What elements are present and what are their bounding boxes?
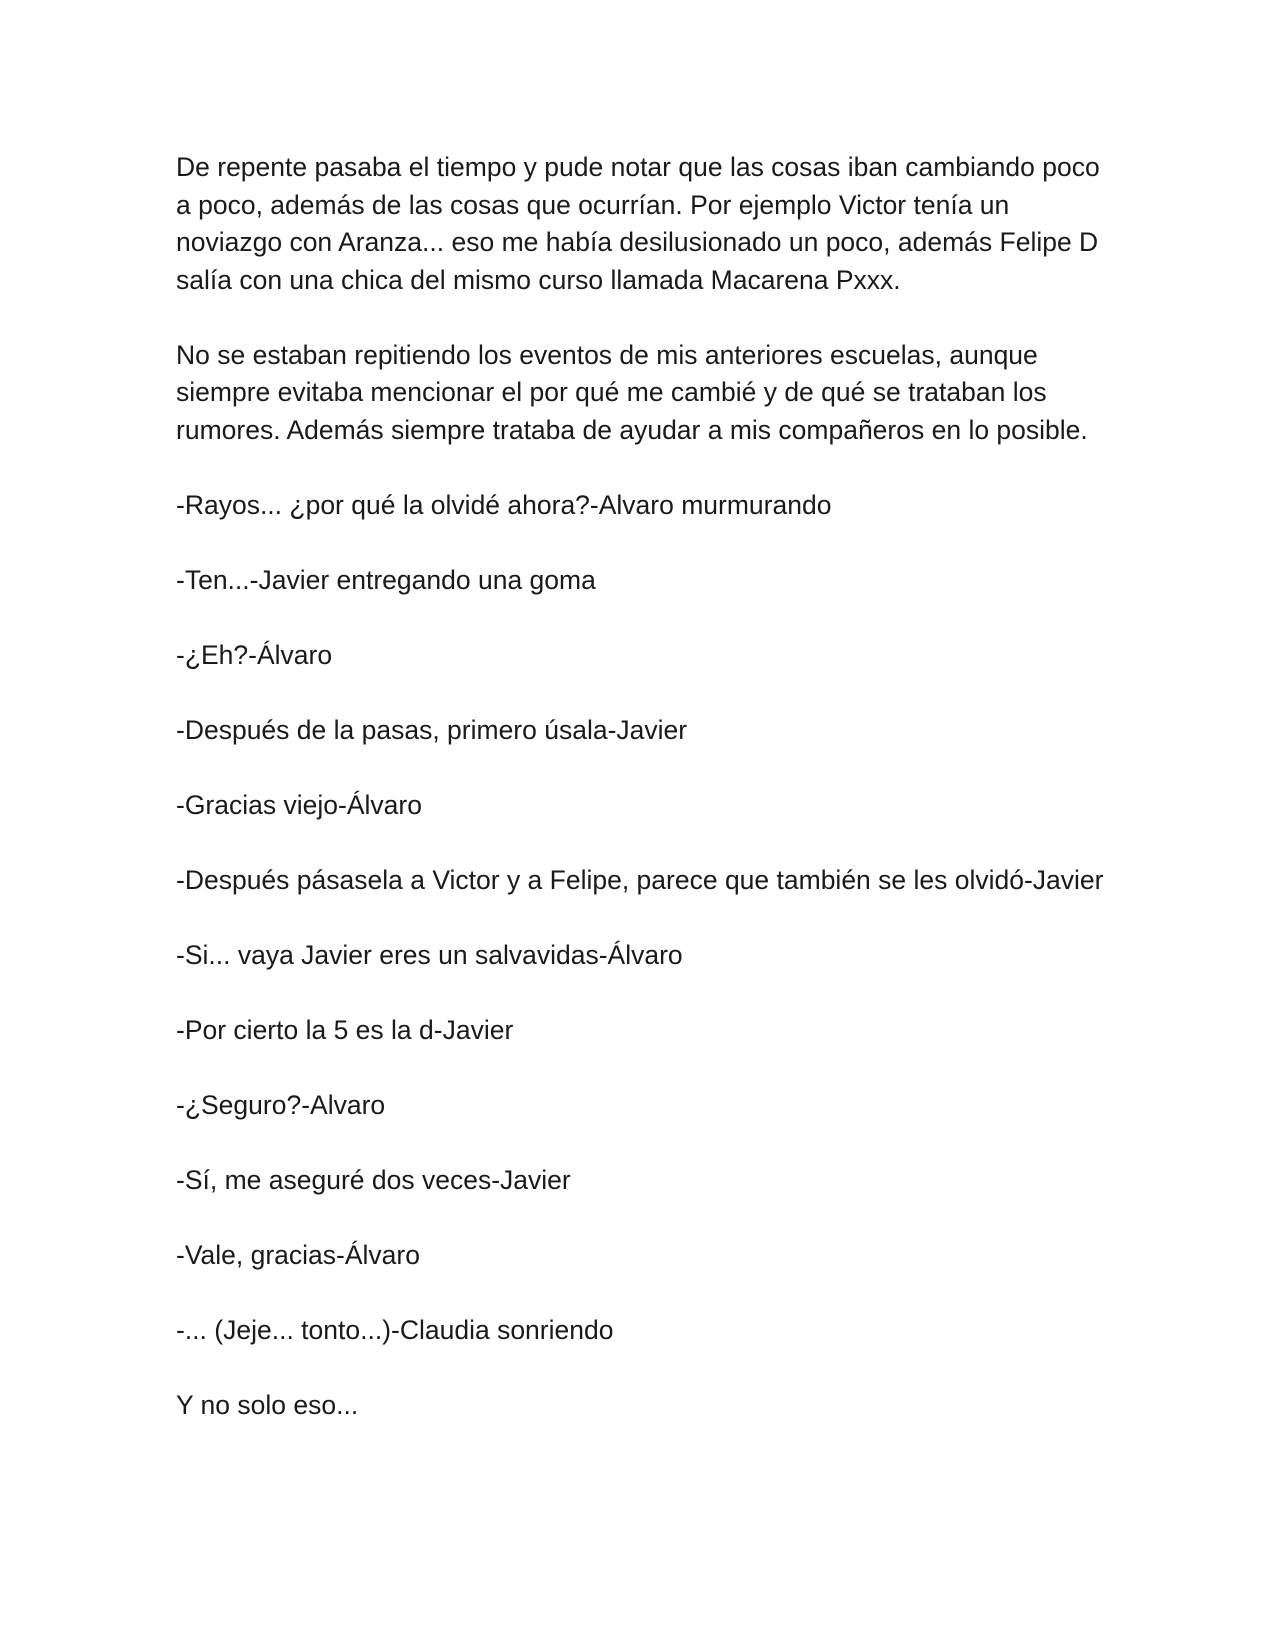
dialogue-line-2: -Ten...-Javier entregando una goma [176, 564, 596, 595]
paragraph-narration-2: No se estaban repitiendo los eventos de mis anteriores escuelas, aunque siempre evitaba mencionar el por qué me cambié y de qué se trataban los rumores. Además siempre trataba de ayudar a mis compañeros en lo posible. [176, 339, 1088, 445]
dialogue-line-4: -Después de la pasas, primero úsala-Javier [176, 714, 688, 745]
paragraph-narration-1: De repente pasaba el tiempo y pude notar que las cosas iban cambiando poco a poco, además de las cosas que ocurrían. Por ejemplo Victor tenía un noviazgo con Aranza... eso me había desilusionado un poco, además Felipe D salía con una chica del mismo curso llamada Macarena Pxxx. [176, 152, 1100, 295]
dialogue-line-12: -... (Jeje... tonto...)-Claudia sonriendo [176, 1314, 614, 1345]
paragraph-closing: Y no solo eso... [176, 1389, 359, 1420]
dialogue-line-9: -¿Seguro?-Alvaro [176, 1089, 386, 1120]
dialogue-line-8: -Por cierto la 5 es la d-Javier [176, 1014, 514, 1045]
dialogue-line-3: -¿Eh?-Álvaro [176, 639, 333, 670]
dialogue-line-7: -Si... vaya Javier eres un salvavidas-Álvaro [176, 939, 683, 970]
dialogue-line-1: -Rayos... ¿por qué la olvidé ahora?-Alvaro murmurando [176, 489, 832, 520]
dialogue-line-10: -Sí, me aseguré dos veces-Javier [176, 1164, 571, 1195]
dialogue-line-5: -Gracias viejo-Álvaro [176, 789, 422, 820]
dialogue-line-6: -Después pásasela a Victor y a Felipe, parece que también se les olvidó-Javier [176, 864, 1104, 895]
document-body [176, 149, 1106, 1424]
dialogue-line-11: -Vale, gracias-Álvaro [176, 1239, 420, 1270]
